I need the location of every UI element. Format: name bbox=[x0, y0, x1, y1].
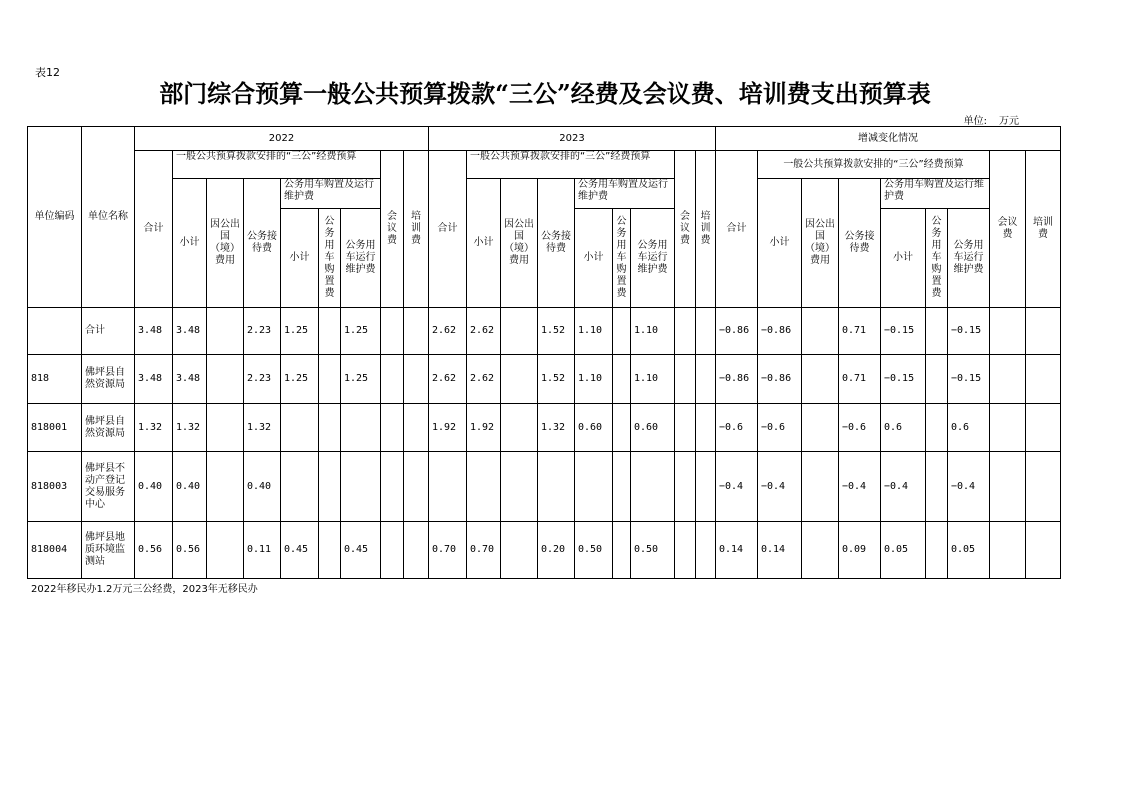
value-cell bbox=[281, 452, 319, 522]
value-cell: 1.92 bbox=[429, 404, 467, 452]
y22-vehicle-run-header: 公务用车运行维护费 bbox=[341, 209, 381, 308]
value-cell bbox=[501, 522, 538, 579]
value-cell bbox=[381, 404, 404, 452]
value-cell: 0.71 bbox=[839, 355, 881, 404]
value-cell bbox=[675, 452, 696, 522]
value-cell: 0.14 bbox=[716, 522, 758, 579]
value-cell bbox=[631, 452, 675, 522]
value-cell: 1.25 bbox=[341, 308, 381, 355]
value-cell: 1.52 bbox=[538, 355, 575, 404]
value-cell: 0.60 bbox=[575, 404, 613, 452]
value-cell bbox=[404, 355, 429, 404]
value-cell: 0.05 bbox=[948, 522, 990, 579]
unit-code-cell bbox=[28, 308, 82, 355]
value-cell bbox=[281, 404, 319, 452]
value-cell bbox=[802, 452, 839, 522]
value-cell bbox=[990, 522, 1026, 579]
value-cell bbox=[381, 452, 404, 522]
value-cell bbox=[319, 404, 341, 452]
value-cell: −0.4 bbox=[758, 452, 802, 522]
y23-vehicle-header: 公务用车购置及运行维护费 bbox=[575, 179, 675, 209]
value-cell: −0.86 bbox=[716, 308, 758, 355]
value-cell: 1.32 bbox=[135, 404, 173, 452]
value-cell bbox=[926, 404, 948, 452]
value-cell: −0.4 bbox=[881, 452, 926, 522]
col-unit-name: 单位名称 bbox=[82, 127, 135, 308]
value-cell bbox=[1026, 452, 1061, 522]
unit-name-cell: 合计 bbox=[82, 308, 135, 355]
value-cell bbox=[207, 404, 244, 452]
unit-label-text: 单位: bbox=[963, 116, 987, 127]
y22-vehicle-buy-header: 公务用车购置费 bbox=[319, 209, 341, 308]
value-cell bbox=[381, 308, 404, 355]
y22-meeting-header: 会议费 bbox=[381, 151, 404, 308]
page-title: 部门综合预算一般公共预算拨款“三公”经费及会议费、培训费支出预算表 bbox=[159, 79, 931, 108]
value-cell: 0.40 bbox=[173, 452, 207, 522]
table-number-label: 表12 bbox=[35, 66, 60, 79]
value-cell: 0.6 bbox=[881, 404, 926, 452]
chg-abroad-header: 因公出国（境）费用 bbox=[802, 179, 839, 308]
value-cell: 0.45 bbox=[281, 522, 319, 579]
value-cell: 1.32 bbox=[173, 404, 207, 452]
value-cell: −0.6 bbox=[716, 404, 758, 452]
value-cell bbox=[926, 308, 948, 355]
table-row bbox=[28, 452, 1061, 522]
value-cell bbox=[990, 355, 1026, 404]
value-cell bbox=[404, 522, 429, 579]
table-row bbox=[28, 355, 1061, 404]
value-cell bbox=[341, 404, 381, 452]
y22-subtotal-header: 小计 bbox=[173, 179, 207, 308]
value-cell bbox=[1026, 404, 1061, 452]
value-cell: 3.48 bbox=[135, 308, 173, 355]
value-cell bbox=[696, 308, 716, 355]
value-cell: 0.50 bbox=[575, 522, 613, 579]
chg-vehicle-buy-header: 公务用车购置费 bbox=[926, 209, 948, 308]
value-cell bbox=[404, 404, 429, 452]
value-cell bbox=[990, 404, 1026, 452]
value-cell: −0.4 bbox=[839, 452, 881, 522]
value-cell bbox=[381, 522, 404, 579]
chg-meeting-header: 会议费 bbox=[990, 151, 1026, 308]
y23-meeting-header: 会议费 bbox=[675, 151, 696, 308]
y22-vehicle-subtotal-header: 小计 bbox=[281, 209, 319, 308]
unit-name-cell: 佛坪县不动产登记交易服务中心 bbox=[82, 452, 135, 522]
value-cell: −0.86 bbox=[758, 355, 802, 404]
value-cell: −0.86 bbox=[716, 355, 758, 404]
value-cell: 0.60 bbox=[631, 404, 675, 452]
value-cell: 1.10 bbox=[631, 308, 675, 355]
value-cell bbox=[1026, 522, 1061, 579]
value-cell bbox=[675, 355, 696, 404]
value-cell: 0.09 bbox=[839, 522, 881, 579]
value-cell bbox=[501, 452, 538, 522]
table-row bbox=[28, 404, 1061, 452]
y22-total-header: 合计 bbox=[135, 151, 173, 308]
value-cell bbox=[207, 308, 244, 355]
value-cell bbox=[675, 404, 696, 452]
value-cell: 0.71 bbox=[839, 308, 881, 355]
value-cell bbox=[404, 452, 429, 522]
value-cell: 0.14 bbox=[758, 522, 802, 579]
value-cell bbox=[207, 355, 244, 404]
value-cell bbox=[207, 452, 244, 522]
unit-code-cell: 818 bbox=[28, 355, 82, 404]
chg-subtotal-header: 小计 bbox=[758, 179, 802, 308]
value-cell: 0.70 bbox=[429, 522, 467, 579]
value-cell: 1.10 bbox=[575, 308, 613, 355]
value-cell bbox=[675, 308, 696, 355]
value-cell bbox=[1026, 308, 1061, 355]
value-cell: 3.48 bbox=[135, 355, 173, 404]
value-cell bbox=[802, 522, 839, 579]
y23-abroad-header: 因公出国（境）费用 bbox=[501, 179, 538, 308]
value-cell bbox=[319, 452, 341, 522]
unit-name-cell: 佛坪县地质环境监测站 bbox=[82, 522, 135, 579]
value-cell bbox=[501, 308, 538, 355]
value-cell bbox=[802, 404, 839, 452]
value-cell bbox=[575, 452, 613, 522]
value-cell: −0.4 bbox=[716, 452, 758, 522]
col-unit-code: 单位编码 bbox=[28, 127, 82, 308]
value-cell bbox=[696, 355, 716, 404]
y23-training-header: 培训费 bbox=[696, 151, 716, 308]
value-cell: 0.40 bbox=[244, 452, 281, 522]
value-cell: 1.92 bbox=[467, 404, 501, 452]
value-cell: −0.15 bbox=[881, 308, 926, 355]
unit-code-cell: 818003 bbox=[28, 452, 82, 522]
value-cell: 2.23 bbox=[244, 355, 281, 404]
value-cell: 1.25 bbox=[341, 355, 381, 404]
y23-group-header: 一般公共预算拨款安排的“三公”经费预算 bbox=[467, 151, 675, 179]
value-cell bbox=[467, 452, 501, 522]
value-cell bbox=[538, 452, 575, 522]
value-cell: 0.6 bbox=[948, 404, 990, 452]
value-cell: 2.23 bbox=[244, 308, 281, 355]
unit-name-cell: 佛坪县自然资源局 bbox=[82, 404, 135, 452]
value-cell: 0.40 bbox=[135, 452, 173, 522]
value-cell bbox=[613, 355, 631, 404]
y23-vehicle-run-header: 公务用车运行维护费 bbox=[631, 209, 675, 308]
value-cell bbox=[696, 522, 716, 579]
chg-total-header: 合计 bbox=[716, 151, 758, 308]
value-cell bbox=[613, 522, 631, 579]
unit-name-cell: 佛坪县自然资源局 bbox=[82, 355, 135, 404]
value-cell: 1.32 bbox=[244, 404, 281, 452]
value-cell: −0.6 bbox=[839, 404, 881, 452]
y23-total-header: 合计 bbox=[429, 151, 467, 308]
unit-label bbox=[964, 112, 1019, 127]
value-cell bbox=[613, 452, 631, 522]
value-cell bbox=[1026, 355, 1061, 404]
value-cell bbox=[696, 452, 716, 522]
value-cell bbox=[990, 308, 1026, 355]
y22-group-header: 一般公共预算拨款安排的“三公”经费预算 bbox=[173, 151, 381, 179]
value-cell: −0.86 bbox=[758, 308, 802, 355]
value-cell: 3.48 bbox=[173, 308, 207, 355]
value-cell: 0.56 bbox=[173, 522, 207, 579]
y22-reception-header: 公务接待费 bbox=[244, 179, 281, 308]
value-cell bbox=[802, 308, 839, 355]
value-cell: 1.52 bbox=[538, 308, 575, 355]
value-cell bbox=[696, 404, 716, 452]
value-cell: 1.32 bbox=[538, 404, 575, 452]
value-cell bbox=[319, 355, 341, 404]
value-cell bbox=[613, 404, 631, 452]
value-cell bbox=[802, 355, 839, 404]
value-cell: 0.11 bbox=[244, 522, 281, 579]
y23-subtotal-header: 小计 bbox=[467, 179, 501, 308]
value-cell: −0.4 bbox=[948, 452, 990, 522]
value-cell bbox=[404, 308, 429, 355]
value-cell: −0.15 bbox=[948, 308, 990, 355]
unit-value: 万元 bbox=[999, 116, 1019, 127]
value-cell: 0.05 bbox=[881, 522, 926, 579]
budget-table bbox=[27, 126, 1061, 579]
value-cell: 2.62 bbox=[467, 355, 501, 404]
value-cell bbox=[501, 355, 538, 404]
chg-vehicle-header: 公务用车购置及运行维护费 bbox=[881, 179, 990, 209]
chg-training-header: 培训费 bbox=[1026, 151, 1061, 308]
value-cell: 2.62 bbox=[429, 308, 467, 355]
value-cell: 1.10 bbox=[631, 355, 675, 404]
table-row bbox=[28, 522, 1061, 579]
chg-vehicle-run-header: 公务用车运行维护费 bbox=[948, 209, 990, 308]
footnote: 2022年移民办1.2万元三公经费，2023年无移民办 bbox=[31, 584, 258, 595]
value-cell bbox=[501, 404, 538, 452]
chg-vehicle-subtotal-header: 小计 bbox=[881, 209, 926, 308]
value-cell bbox=[381, 355, 404, 404]
value-cell: −0.15 bbox=[881, 355, 926, 404]
chg-reception-header: 公务接待费 bbox=[839, 179, 881, 308]
y22-training-header: 培训费 bbox=[404, 151, 429, 308]
unit-code-cell: 818004 bbox=[28, 522, 82, 579]
value-cell: 2.62 bbox=[429, 355, 467, 404]
value-cell bbox=[319, 522, 341, 579]
value-cell: 2.62 bbox=[467, 308, 501, 355]
value-cell: −0.6 bbox=[758, 404, 802, 452]
unit-code-cell: 818001 bbox=[28, 404, 82, 452]
y23-reception-header: 公务接待费 bbox=[538, 179, 575, 308]
y23-vehicle-subtotal-header: 小计 bbox=[575, 209, 613, 308]
col-year-2023: 2023 bbox=[429, 127, 716, 151]
value-cell bbox=[926, 522, 948, 579]
value-cell: 3.48 bbox=[173, 355, 207, 404]
value-cell: 0.56 bbox=[135, 522, 173, 579]
value-cell: 1.25 bbox=[281, 355, 319, 404]
value-cell bbox=[207, 522, 244, 579]
table-row bbox=[28, 308, 1061, 355]
value-cell: −0.15 bbox=[948, 355, 990, 404]
value-cell bbox=[990, 452, 1026, 522]
value-cell bbox=[613, 308, 631, 355]
value-cell bbox=[926, 355, 948, 404]
value-cell: 1.25 bbox=[281, 308, 319, 355]
chg-group-header: 一般公共预算拨款安排的“三公”经费预算 bbox=[758, 151, 990, 179]
value-cell: 0.70 bbox=[467, 522, 501, 579]
value-cell bbox=[926, 452, 948, 522]
value-cell bbox=[319, 308, 341, 355]
col-year-2022: 2022 bbox=[135, 127, 429, 151]
value-cell: 0.45 bbox=[341, 522, 381, 579]
value-cell bbox=[675, 522, 696, 579]
y22-vehicle-header: 公务用车购置及运行维护费 bbox=[281, 179, 381, 209]
value-cell bbox=[341, 452, 381, 522]
y23-vehicle-buy-header: 公务用车购置费 bbox=[613, 209, 631, 308]
value-cell: 1.10 bbox=[575, 355, 613, 404]
y22-abroad-header: 因公出国（境）费用 bbox=[207, 179, 244, 308]
value-cell: 0.50 bbox=[631, 522, 675, 579]
col-change: 增减变化情况 bbox=[716, 127, 1061, 151]
value-cell: 0.20 bbox=[538, 522, 575, 579]
value-cell bbox=[429, 452, 467, 522]
